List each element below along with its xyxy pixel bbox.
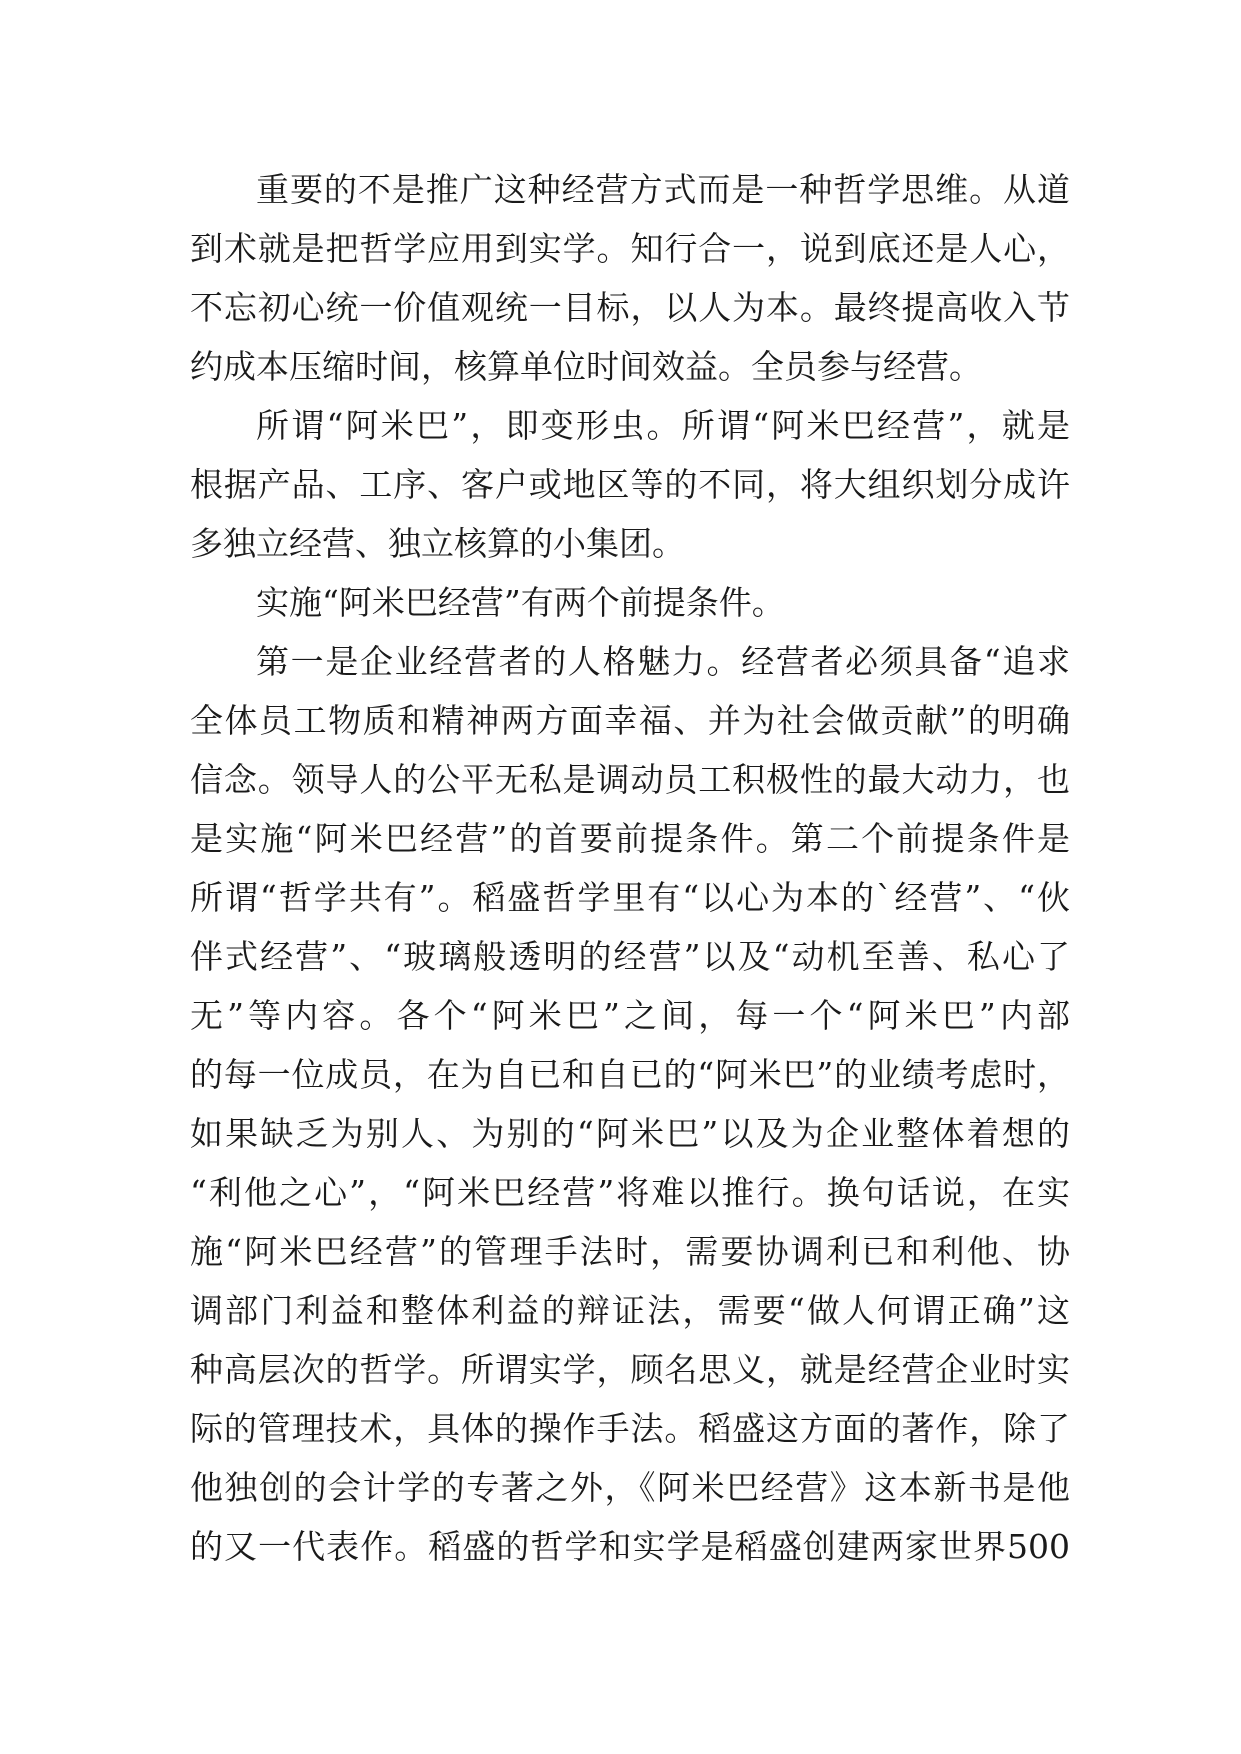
paragraph-4-line-16: 的又一代表作。稻盛的哲学和实学是稻盛创建两家世界500	[190, 1527, 1070, 1566]
paragraph-3-line-1: 实施“阿米巴经营”有两个前提条件。	[256, 583, 785, 622]
paragraph-2-line-2: 根据产品、工序、客户或地区等的不同，将大组织划分成许	[190, 465, 1070, 504]
paragraph-4-line-7: 无”等内容。各个“阿米巴”之间，每一个“阿米巴”内部	[190, 996, 1070, 1035]
paragraph-2-line-3: 多独立经营、独立核算的小集团。	[190, 524, 685, 563]
body-text	[190, 160, 1070, 1576]
paragraph-1-line-3: 不忘初心统一价值观统一目标，以人为本。最终提高收入节	[190, 288, 1070, 327]
paragraph-4-line-3: 信念。领导人的公平无私是调动员工积极性的最大动力，也	[190, 760, 1070, 799]
paragraph-4-line-10: “利他之心”，“阿米巴经营”将难以推行。换句话说，在实	[190, 1173, 1070, 1212]
paragraph-4-line-13: 种高层次的哲学。所谓实学，顾名思义，就是经营企业时实	[190, 1350, 1070, 1389]
paragraph-1-line-2: 到术就是把哲学应用到实学。知行合一，说到底还是人心，	[190, 229, 1070, 268]
paragraph-4-line-1: 第一是企业经营者的人格魅力。经营者必须具备“追求	[256, 642, 1070, 681]
paragraph-4-line-9: 如果缺乏为别人、为别的“阿米巴”以及为企业整体着想的	[190, 1114, 1070, 1153]
paragraph-1-line-4: 约成本压缩时间，核算单位时间效益。全员参与经营。	[190, 347, 982, 386]
paragraph-4-line-5: 所谓“哲学共有”。稻盛哲学里有“以心为本的`经营”、“伙	[190, 878, 1070, 917]
paragraph-4-line-12: 调部门利益和整体利益的辩证法，需要“做人何谓正确”这	[190, 1291, 1070, 1330]
paragraph-4-line-2: 全体员工物质和精神两方面幸福、并为社会做贡献”的明确	[190, 701, 1070, 740]
paragraph-4-line-6: 伴式经营”、“玻璃般透明的经营”以及“动机至善、私心了	[190, 937, 1070, 976]
paragraph-4-line-8: 的每一位成员，在为自已和自已的“阿米巴”的业绩考虑时，	[190, 1055, 1070, 1094]
paragraph-4-line-14: 际的管理技术，具体的操作手法。稻盛这方面的著作，除了	[190, 1409, 1070, 1448]
paragraph-2-line-1: 所谓“阿米巴”，即变形虫。所谓“阿米巴经营”，就是	[256, 406, 1070, 445]
paragraph-4-line-11: 施“阿米巴经营”的管理手法时，需要协调利已和利他、协	[190, 1232, 1070, 1271]
paragraph-4-line-4: 是实施“阿米巴经营”的首要前提条件。第二个前提条件是	[190, 819, 1070, 858]
paragraph-1-line-1: 重要的不是推广这种经营方式而是一种哲学思维。从道	[256, 170, 1070, 209]
paragraph-4-line-15: 他独创的会计学的专著之外，《阿米巴经营》这本新书是他	[190, 1468, 1070, 1507]
